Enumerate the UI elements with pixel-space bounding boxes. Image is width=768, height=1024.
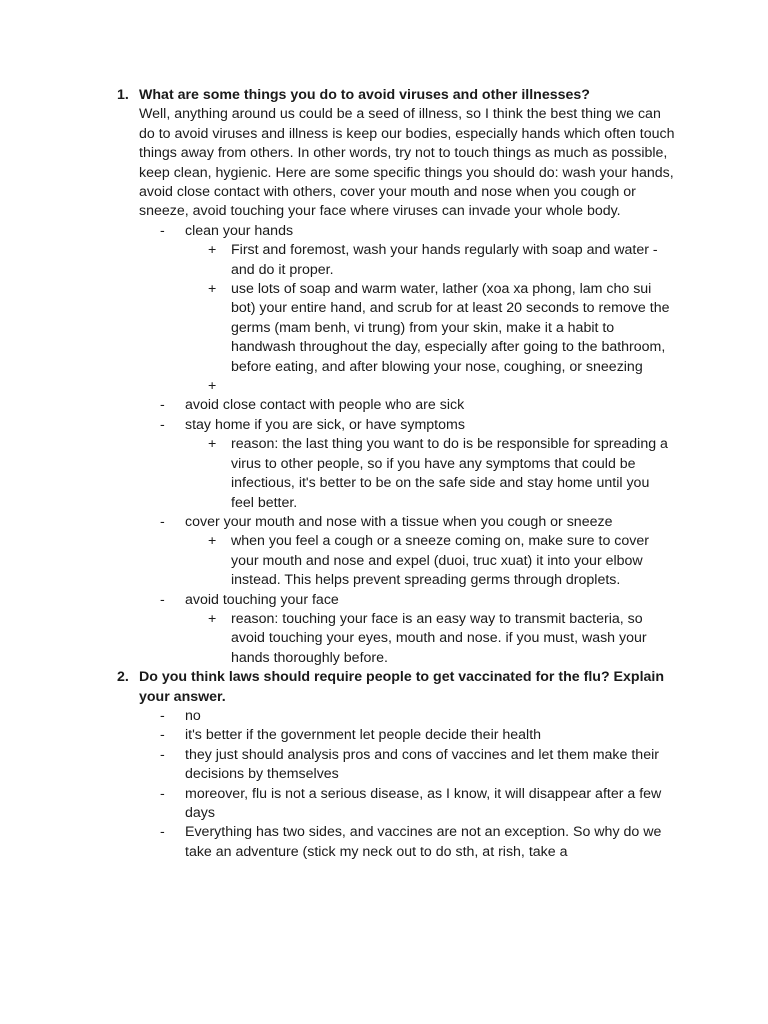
list-item-text: avoid touching your face (185, 591, 339, 608)
plus-marker: + (208, 436, 217, 453)
list-item-text: moreover, flu is not a serious disease, as I know, it will disappear after a few days (185, 785, 662, 822)
sub-list-item (0, 610, 676, 668)
sub-list-item (0, 435, 676, 513)
list-item-text: Everything has two sides, and vaccines are not an exception. So why do we take an adventure (stick my neck out to do sth, at rish, take a (185, 824, 662, 860)
list-item (0, 707, 675, 726)
dash-marker: - (160, 222, 165, 239)
list-item (0, 222, 675, 397)
sub-list-item-text: when you feel a cough or a sneeze coming on, make sure to cover your mouth and nose and expel (duoi, truc xuat) it into your elbow instead. This helps prevent spreading germs through droplets. (231, 533, 649, 589)
list-item-text: no (185, 707, 201, 724)
plus-marker: + (208, 242, 217, 259)
answer-paragraph: Well, anything around us could be a seed of illness, so I think the best thing we can do to avoid viruses and illness is keep our bodies, especially hands which often touch things away from others. In other words, try not to touch things as much as possible, keep clean, hygienic. Here are some specific things you should do: wash your hands, avoid close contact with others, cover your mouth and nose when you cough or sneeze, avoid touching your face where viruses can invade your whole body. (139, 106, 675, 220)
sub-list-item (0, 532, 676, 590)
answer-list (0, 707, 680, 862)
question-title: What are some things you do to avoid viruses and other illnesses? (139, 87, 590, 103)
answer-list (0, 222, 680, 668)
sub-list (0, 435, 680, 513)
sub-list-item-text: reason: touching your face is an easy way to transmit bacteria, so avoid touching your eyes, mouth and nose. if you must, wash your hands thoroughly before. (231, 610, 647, 666)
question-1 (0, 86, 679, 668)
list-item-text: it's better if the government let people decide their health (185, 727, 542, 744)
sub-list-item (0, 280, 676, 377)
sub-list (0, 241, 680, 396)
dash-marker: - (160, 746, 165, 763)
list-item-text: clean your hands (185, 222, 294, 239)
list-item (0, 746, 675, 785)
list-item (0, 513, 675, 591)
dash-marker: - (160, 513, 165, 530)
dash-marker: - (160, 397, 165, 414)
sub-list (0, 610, 680, 668)
plus-marker: + (208, 281, 217, 298)
question-number: 2. (117, 669, 129, 686)
dash-marker: - (160, 727, 165, 744)
dash-marker: - (160, 824, 165, 841)
plus-marker: + (208, 378, 217, 395)
dash-marker: - (160, 785, 165, 802)
sub-list-item-text: First and foremost, wash your hands regularly with soap and water - and do it proper. (231, 242, 658, 278)
question-title: Do you think laws should require people to get vaccinated for the flu? Explain your answer. (139, 669, 665, 705)
dash-marker: - (160, 707, 165, 724)
sub-list-item (0, 377, 676, 396)
sub-list-item (0, 241, 676, 280)
document-page (0, 86, 768, 862)
plus-marker: + (208, 610, 217, 627)
list-item-text: cover your mouth and nose with a tissue when you cough or sneeze (185, 513, 613, 530)
list-item (0, 591, 675, 669)
plus-marker: + (208, 533, 217, 550)
list-item (0, 396, 675, 415)
sub-list (0, 532, 680, 590)
list-item-text: stay home if you are sick, or have symptoms (185, 416, 465, 433)
dash-marker: - (160, 591, 165, 608)
list-item (0, 416, 675, 513)
list-item (0, 726, 675, 745)
question-number: 1. (117, 87, 129, 103)
list-item (0, 823, 675, 862)
list-item (0, 785, 675, 824)
sub-list-item-text: use lots of soap and warm water, lather (xoa xa phong, lam cho sui bot) your entire hand, and scrub for at least 20 seconds to remove the germs (mam benh, vi trung) from your skin, make it a habit to handwash throughout the day, especially after going to the bathroom, before eating, and after blowing your nose, coughing, or sneezing (231, 281, 670, 375)
list-item-text: avoid close contact with people who are sick (185, 397, 465, 414)
sub-list-item-text: reason: the last thing you want to do is be responsible for spreading a virus to other people, so if you have any symptoms that could be infectious, it's better to be on the safe side and stay home until you feel better. (231, 436, 668, 511)
list-item-text: they just should analysis pros and cons of vaccines and let them make their decisions by themselves (185, 746, 659, 783)
dash-marker: - (160, 416, 165, 433)
question-2 (0, 668, 679, 862)
